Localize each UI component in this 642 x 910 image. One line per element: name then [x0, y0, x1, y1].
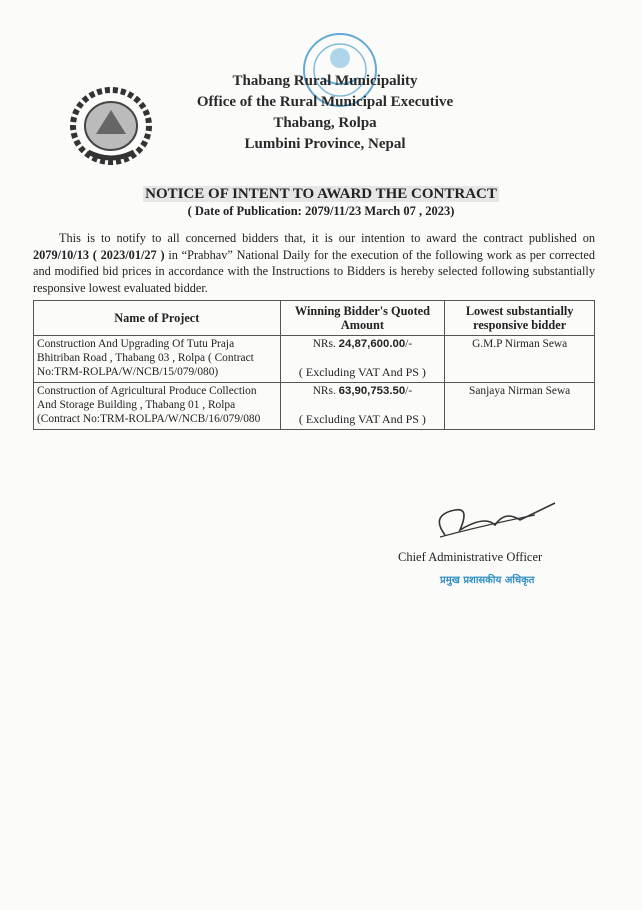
bidder-name: G.M.P Nirman Sewa — [445, 336, 595, 383]
amount-note: ( Excluding VAT And PS ) — [298, 412, 426, 426]
project-name: Construction And Upgrading Of Tutu Praja Bhitriban Road , Thabang 03 , Rolpa ( Contract No:TRM-ROLPA/W/NCB/15/079/080) — [34, 336, 281, 383]
notice-body — [33, 230, 595, 296]
handwritten-signature — [425, 495, 565, 547]
table-row — [34, 336, 595, 383]
table-header-row — [34, 301, 595, 336]
notice-title-text: NOTICE OF INTENT TO AWARD THE CONTRACT — [145, 186, 497, 202]
award-table — [33, 300, 595, 430]
published-date: 2079/10/13 ( 2023/01/27 ) — [33, 247, 165, 262]
bidder-name: Sanjaya Nirman Sewa — [445, 383, 595, 430]
project-name: Construction of Agricultural Produce Collection And Storage Building , Thabang 01 , Rolpa (Contract No:TRM-ROLPA/W/NCB/16/079/080 — [34, 383, 281, 430]
province: Lumbini Province, Nepal — [244, 136, 406, 152]
header-amount: Winning Bidder's Quoted Amount — [280, 301, 445, 336]
header-project: Name of Project — [34, 301, 281, 336]
header-bidder: Lowest substantially responsive bidder — [445, 301, 595, 336]
amount-suffix: /- — [405, 338, 413, 350]
amount-value: 24,87,600.00 — [338, 338, 406, 350]
currency: NRs. — [312, 338, 339, 350]
quoted-amount — [280, 336, 445, 383]
body-text: This is to notify to all concerned bidders that, it is our intention to award the contract published on — [59, 231, 595, 245]
amount-value: 63,90,753.50 — [338, 385, 406, 397]
table-row — [34, 383, 595, 430]
location: Thabang, Rolpa — [273, 115, 377, 131]
publication-date: ( Date of Publication: 2079/11/23 March 07 , 2023) — [187, 204, 455, 218]
notice-title — [0, 185, 642, 203]
quoted-amount — [280, 383, 445, 430]
notice-content — [33, 230, 595, 430]
office-name: Office of the Rural Municipal Executive — [196, 94, 454, 110]
municipality-name: Thabang Rural Municipality — [232, 73, 418, 89]
official-stamp: प्रमुख प्रशासकीय अधिकृत — [440, 575, 535, 586]
amount-suffix: /- — [405, 385, 413, 397]
signatory-designation: Chief Administrative Officer — [398, 550, 543, 564]
currency: NRs. — [312, 385, 339, 397]
amount-note: ( Excluding VAT And PS ) — [298, 365, 426, 379]
body-text: in “Prabhav” National Daily for the execution of the following work as per corrected and modified bid prices in accordance with the Instructions to Bidders is hereby selected following substantially responsive lowest evaluated bidder. — [33, 247, 595, 295]
